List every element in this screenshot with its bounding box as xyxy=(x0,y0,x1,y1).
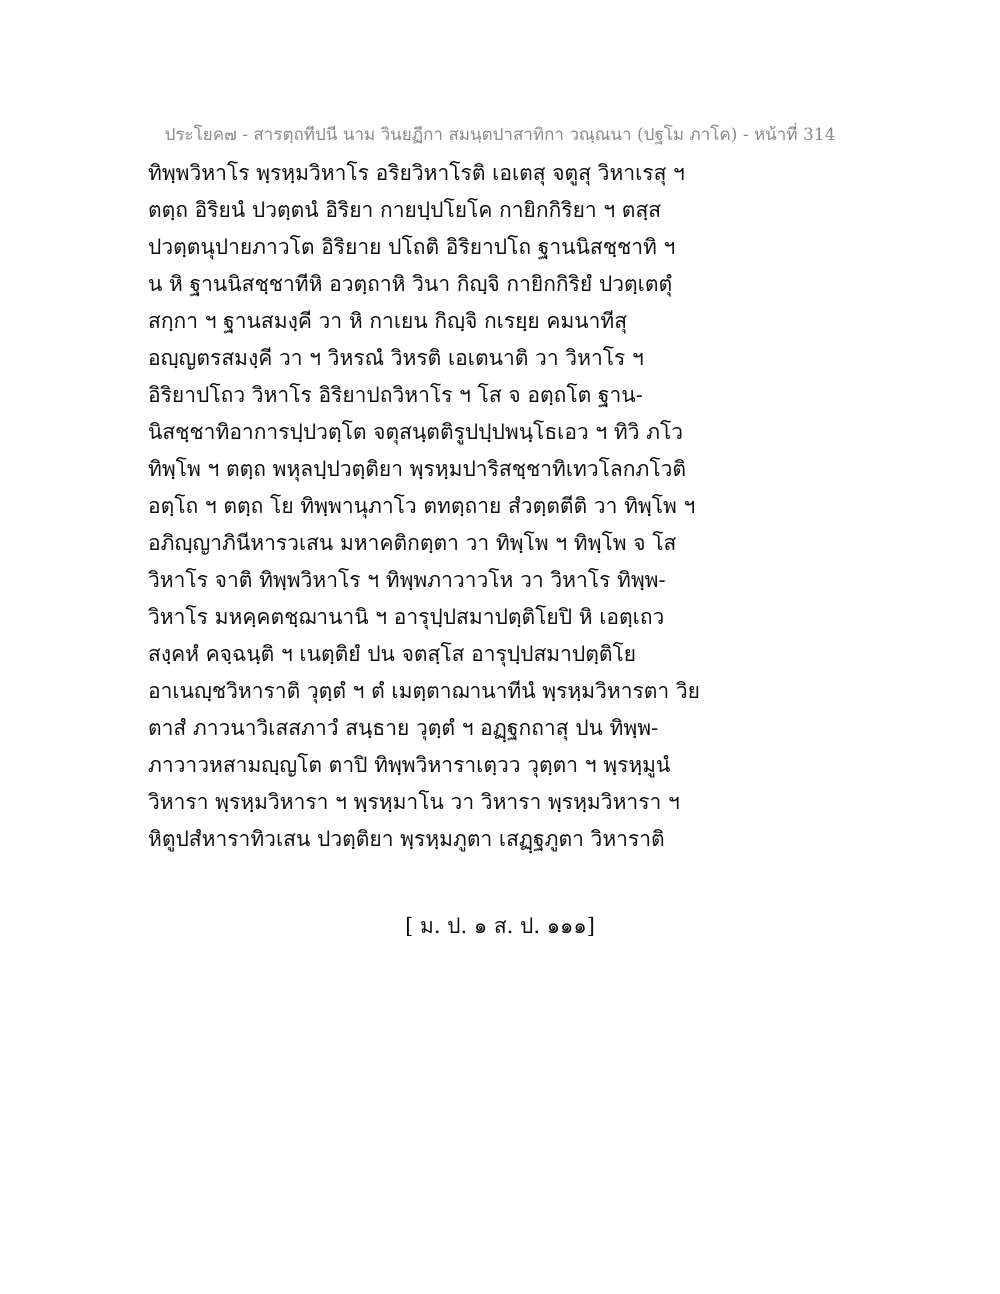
page-body-text xyxy=(148,155,708,858)
text-line: ภาวาวหสามญฺญโต ตาปิ ทิพฺพวิหาราเตฺวว วุตฺตา ฯ พฺรหฺมูนํ xyxy=(148,753,671,777)
text-line: ปวตฺตนุปายภาวโต อิริยาย ปโถติ อิริยาปโถ ฐานนิสชฺชาทิ ฯ xyxy=(148,235,676,259)
text-line: นิสชฺชาทิอาการปฺปวตฺโต จตุสนฺตติรูปปฺปพนฺโธเอว ฯ ทิวิ ภโว xyxy=(148,420,684,444)
source-reference: [ ม. ป. ๑ ส. ป. ๑๑๑] xyxy=(405,914,595,938)
page-running-header: ประโยค๗ - สารตฺถทีปนี นาม วินยฏีกา สมนฺตปาสาทิกา วณฺณนา (ปฐโม ภาโค) - หน้าที่ 314 xyxy=(164,125,836,145)
text-line: ทิพฺโพ ฯ ตตฺถ พหุลปฺปวตฺติยา พฺรหฺมปาริสชฺชาทิเทวโลกภโวติ xyxy=(148,457,687,481)
text-line: วิหาโร มหคฺคตชฺฌานานิ ฯ อารุปฺปสมาปตฺติโยปิ หิ เอตฺเถว xyxy=(148,605,665,629)
text-line: น หิ ฐานนิสชฺชาทีหิ อวตฺถาหิ วินา กิญฺจิ กายิกกิริยํ ปวตฺเตตุํ xyxy=(148,272,673,296)
text-line: วิหาโร จาติ ทิพฺพวิหาโร ฯ ทิพฺพภาวาวโห วา วิหาโร ทิพฺพ- xyxy=(148,568,666,592)
text-line: ตตฺถ อิริยนํ ปวตฺตนํ อิริยา กายปฺปโยโค กายิกกิริยา ฯ ตสฺส xyxy=(148,198,662,222)
text-line: ตาสํ ภาวนาวิเสสภาวํ สนฺธาย วุตฺตํ ฯ อฏฺฐกถาสุ ปน ทิพฺพ- xyxy=(148,716,659,740)
text-line: อิริยาปโถว วิหาโร อิริยาปถวิหาโร ฯ โส จ อตฺถโต ฐาน- xyxy=(148,383,643,407)
text-line: สงฺคหํ คจฺฉนฺติ ฯ เนตฺติยํ ปน จตสฺโส อารุปฺปสมาปตฺติโย xyxy=(148,642,637,666)
text-line: อาเนญฺชวิหาราติ วุตฺตํ ฯ ตํ เมตฺตาฌานาทีนํ พฺรหฺมวิหารตา วิย xyxy=(148,679,700,703)
text-line: อภิญฺญาภินีหารวเสน มหาคติกตฺตา วา ทิพฺโพ ฯ ทิพฺโพ จ โส xyxy=(148,531,677,555)
text-line: ทิพฺพวิหาโร พฺรหฺมวิหาโร อริยวิหาโรติ เอเตสุ จตูสุ วิหาเรสุ ฯ xyxy=(148,161,685,185)
text-line: อญฺญตรสมงฺคี วา ฯ วิหรณํ วิหรติ เอเตนาติ วา วิหาโร ฯ xyxy=(148,346,644,370)
text-line: วิหารา พฺรหฺมวิหารา ฯ พฺรหฺมาโน วา วิหารา พฺรหฺมวิหารา ฯ xyxy=(148,790,680,814)
text-line: สกฺกา ฯ ฐานสมงฺคี วา หิ กาเยน กิญฺจิ กเรยฺย คมนาทีสุ xyxy=(148,309,628,333)
text-line: อตฺโถ ฯ ตตฺถ โย ทิพฺพานุภาโว ตทตฺถาย สํวตฺตตีติ วา ทิพฺโพ ฯ xyxy=(148,494,696,518)
text-line: หิตูปสํหาราทิวเสน ปวตฺติยา พฺรหฺมภูตา เสฏฺฐภูตา วิหาราติ xyxy=(148,827,665,851)
